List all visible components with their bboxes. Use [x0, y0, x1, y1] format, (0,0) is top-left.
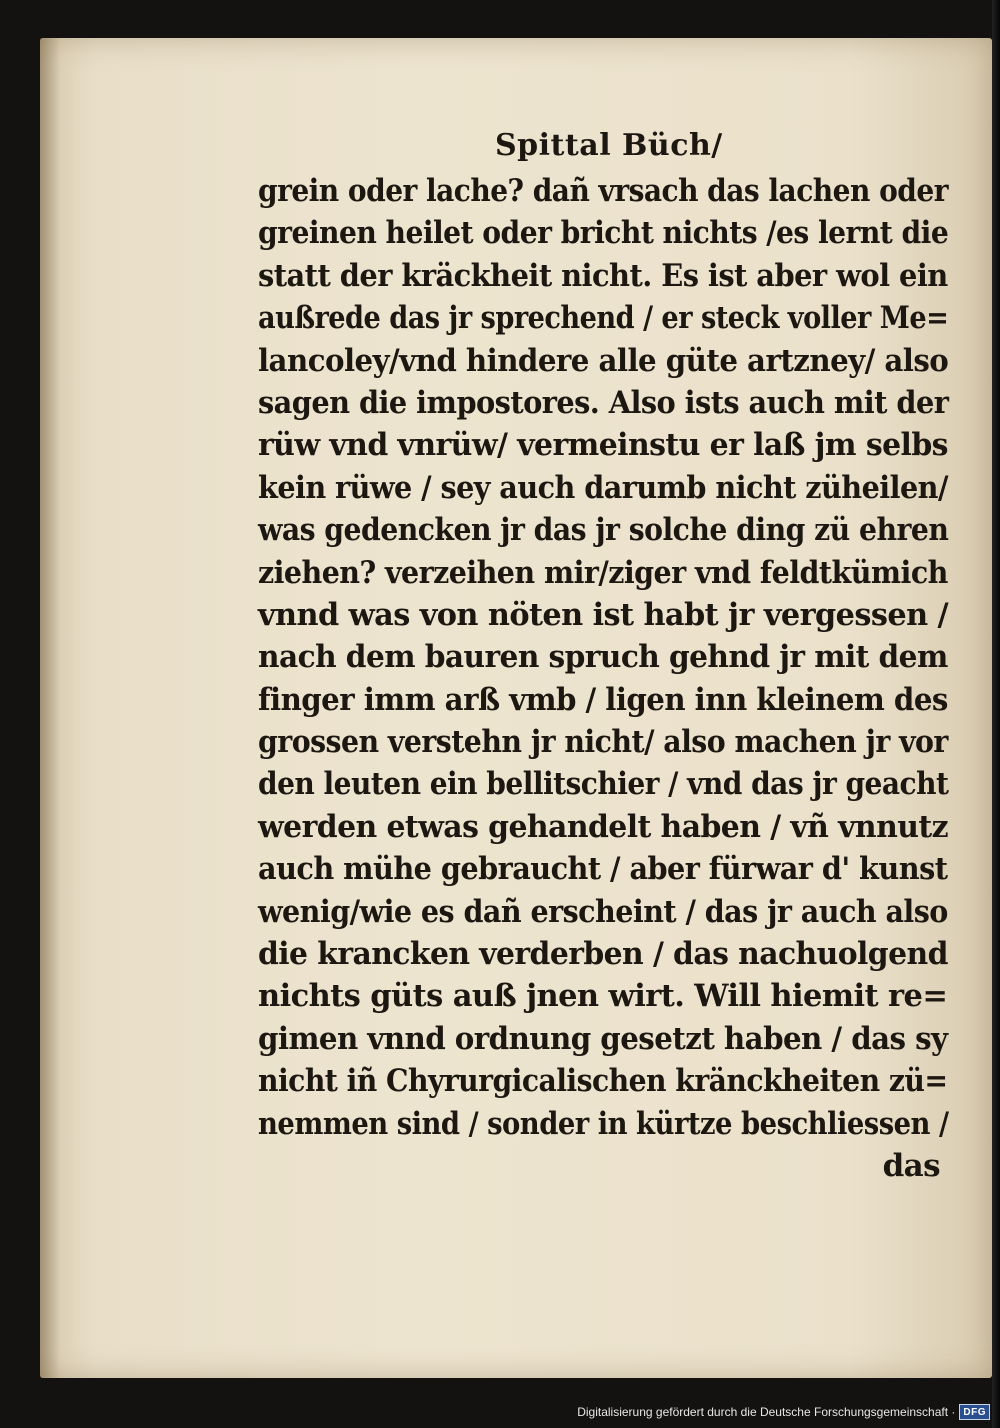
text-line: außrede das jr sprechend / er steck voller Me=	[258, 300, 949, 337]
page-text-block	[258, 170, 948, 1187]
text-line: den leuten ein bellitschier / vnd das jr geacht	[258, 766, 949, 803]
text-line: vnnd was von nöten ist habt jr vergessen /	[258, 596, 949, 633]
scan-edge-strip	[992, 0, 1000, 1428]
text-line: grein oder lache? dañ vrsach das lachen oder	[258, 173, 948, 209]
credit-text: Digitalisierung gefördert durch die Deutsche Forschungsgemeinschaft ·	[577, 1405, 956, 1419]
text-line: nichts güts auß jnen wirt. Will hiemit re=	[258, 978, 948, 1015]
text-line: die krancken verderben / das nachuolgend	[258, 936, 948, 973]
text-line: nach dem bauren spruch gehnd jr mit dem	[258, 639, 948, 676]
text-line: werden etwas gehandelt haben / vñ vnnutz	[258, 808, 948, 845]
digitization-credit	[577, 1402, 990, 1422]
text-line: lancoley/vnd hindere alle güte artzney/ also	[258, 342, 949, 379]
text-line: nicht iñ Chyrurgicalischen kränckheiten zü=	[258, 1063, 948, 1100]
text-line: ziehen? verzeihen mir/ziger vnd feldtkümich	[258, 554, 948, 591]
text-line: was gedencken jr das jr solche ding zü ehren	[258, 512, 949, 549]
catchword: das	[882, 1147, 940, 1184]
dfg-logo: DFG	[959, 1404, 990, 1420]
text-line: statt der kräckheit nicht. Es ist aber wol ein	[258, 257, 948, 294]
text-line: wenig/wie es dañ erscheint / das jr auch also	[258, 893, 948, 930]
text-line: auch mühe gebraucht / aber fürwar d' kunst	[258, 851, 948, 888]
text-line: grossen verstehn jr nicht/ also machen jr vor	[258, 724, 948, 761]
text-line: rüw vnd vnrüw/ vermeinstu er laß jm selbs	[258, 427, 948, 464]
text-line: finger imm arß vmb / ligen inn kleinem des	[258, 681, 948, 718]
text-line: sagen die impostores. Also ists auch mit der	[258, 384, 949, 421]
text-line: gimen vnnd ordnung gesetzt haben / das sy	[258, 1020, 948, 1057]
text-line: kein rüwe / sey auch darumb nicht züheilen/	[258, 469, 948, 506]
text-line: nemmen sind / sonder in kürtze beschliessen /	[258, 1105, 949, 1142]
running-head: Spittal Büch/	[495, 128, 723, 163]
text-line: greinen heilet oder bricht nichts /es lernt die	[258, 215, 949, 252]
